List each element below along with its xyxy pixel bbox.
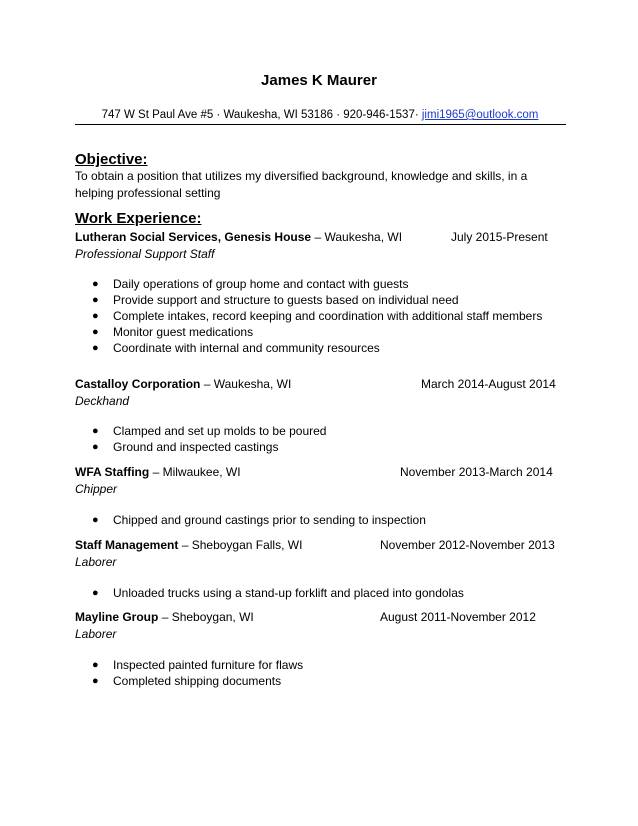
duty-text: Monitor guest medications [113, 325, 254, 339]
job-entry [75, 537, 565, 601]
duty-text: Ground and inspected castings [113, 440, 279, 454]
job-entry [75, 609, 565, 689]
bullet-icon: ● [92, 675, 99, 687]
duty-item [75, 324, 565, 340]
job-location: – Waukesha, WI [314, 230, 403, 244]
bullet-icon: ● [92, 587, 99, 599]
job-dates: November 2012-November 2013 [380, 538, 555, 552]
job-dates: August 2011-November 2012 [380, 610, 536, 624]
duty-text: Inspected painted furniture for flaws [113, 658, 304, 672]
duty-text: Clamped and set up molds to be poured [113, 424, 327, 438]
job-company: Lutheran Social Services, Genesis House [75, 230, 312, 244]
job-duties [75, 512, 565, 528]
bullet-icon: ● [92, 294, 99, 306]
job-location: – Waukesha, WI [203, 377, 292, 391]
job-location: – Sheboygan Falls, WI [181, 538, 303, 552]
job-duties [75, 585, 565, 601]
duty-text: Provide support and structure to guests based on individual need [113, 293, 459, 307]
job-entry [75, 229, 565, 356]
bullet-icon: ● [92, 659, 99, 671]
contact-details: 747 W St Paul Ave #5 · Waukesha, WI 53186 · 920-946-1537· [101, 109, 419, 121]
duty-text: Coordinate with internal and community resources [113, 341, 380, 355]
duty-item [75, 276, 565, 292]
resume-name: James K Maurer [261, 72, 377, 89]
job-dates: November 2013-March 2014 [400, 465, 553, 479]
job-header [75, 229, 565, 246]
job-title: Laborer [75, 627, 117, 641]
job-title: Laborer [75, 555, 117, 569]
bullet-icon: ● [92, 310, 99, 322]
job-company: WFA Staffing [75, 465, 150, 479]
bullet-icon: ● [92, 278, 99, 290]
job-title: Professional Support Staff [75, 247, 215, 261]
job-dates: March 2014-August 2014 [421, 377, 556, 391]
job-header [75, 609, 565, 626]
duty-text: Unloaded trucks using a stand-up forklift and placed into gondolas [113, 586, 464, 600]
duty-item [75, 673, 565, 689]
objective-heading: Objective: [75, 151, 148, 168]
email-link[interactable]: jimi1965@outlook.com [421, 109, 539, 121]
job-entry [75, 464, 565, 528]
job-company: Staff Management [75, 538, 179, 552]
duty-text: Completed shipping documents [113, 674, 282, 688]
duty-text: Complete intakes, record keeping and coordination with additional staff members [113, 309, 543, 323]
job-header [75, 376, 565, 393]
job-dates: July 2015-Present [451, 230, 548, 244]
bullet-icon: ● [92, 326, 99, 338]
objective-text: To obtain a position that utilizes my diversified background, knowledge and skills, in a helping professional setting [75, 169, 528, 200]
duty-item [75, 292, 565, 308]
header-divider [75, 124, 566, 125]
job-location: – Sheboygan, WI [161, 610, 254, 624]
work-experience-heading: Work Experience: [75, 210, 202, 227]
job-entry [75, 376, 565, 455]
duty-text: Daily operations of group home and contact with guests [113, 277, 409, 291]
job-duties [75, 657, 565, 689]
duty-item [75, 512, 565, 528]
bullet-icon: ● [92, 425, 99, 437]
duty-item [75, 439, 565, 455]
job-duties [75, 276, 565, 356]
duty-item [75, 657, 565, 673]
duty-item [75, 585, 565, 601]
job-company: Castalloy Corporation [75, 377, 201, 391]
bullet-icon: ● [92, 342, 99, 354]
job-duties [75, 423, 565, 455]
contact-line [75, 109, 565, 121]
duty-item [75, 308, 565, 324]
duty-item [75, 423, 565, 439]
job-title: Deckhand [75, 394, 130, 408]
duty-text: Chipped and ground castings prior to sending to inspection [113, 513, 426, 527]
job-location: – Milwaukee, WI [152, 465, 241, 479]
job-header [75, 464, 565, 481]
job-company: Mayline Group [75, 610, 159, 624]
bullet-icon: ● [92, 441, 99, 453]
duty-item [75, 340, 565, 356]
job-header [75, 537, 565, 554]
bullet-icon: ● [92, 514, 99, 526]
job-title: Chipper [75, 482, 118, 496]
